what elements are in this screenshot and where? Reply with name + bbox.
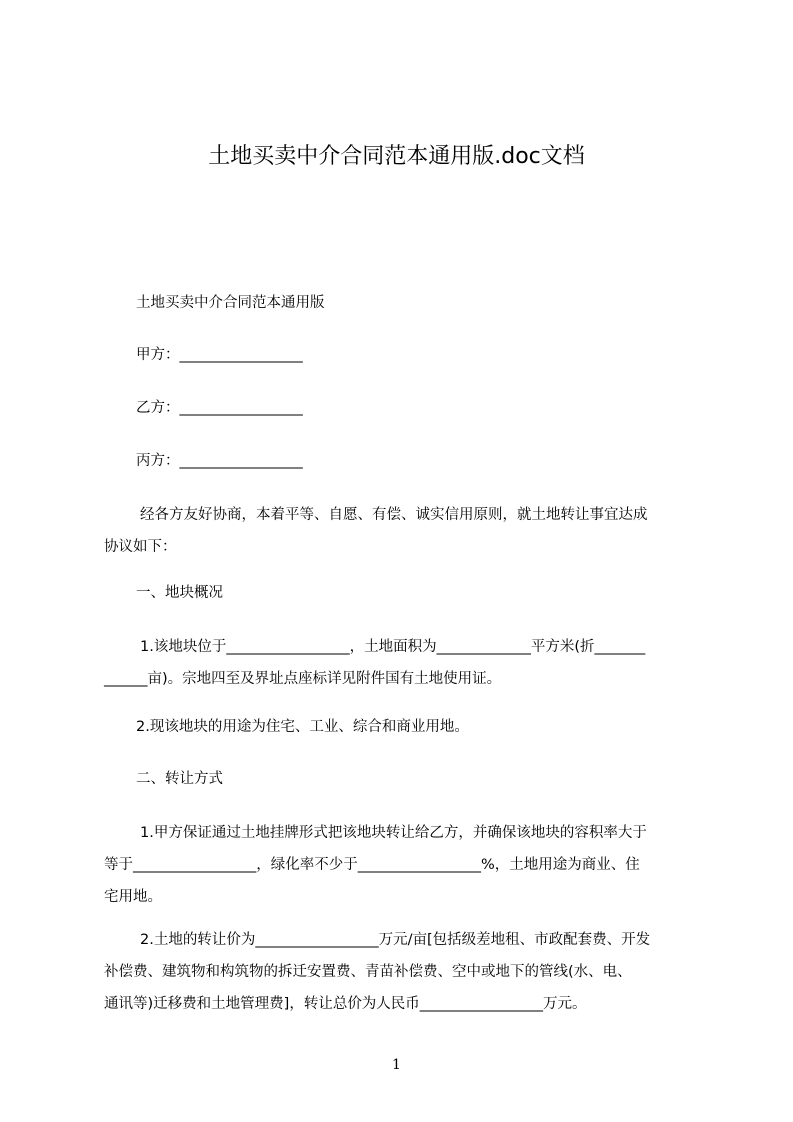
party-b-line: 乙方：_________________ [136, 400, 303, 416]
item-2-1-paragraph [104, 817, 704, 913]
party-a-line: 甲方：_________________ [136, 347, 303, 363]
intro-paragraph [104, 499, 704, 563]
page-number: 1 [392, 1057, 401, 1073]
section-2-heading: 二、转让方式 [136, 771, 223, 787]
item-2-1-line-2: 等于_________________，绿化率不少于_________________%，土地用途为商业、住 [104, 857, 640, 873]
party-c-line: 丙方：_________________ [136, 453, 303, 469]
item-2-1-line-1: 1.甲方保证通过土地挂牌形式把该地块转让给乙方，并确保该地块的容积率大于 [140, 825, 647, 841]
item-1-1-line-1: 1.该地块位于_________________，土地面积为_____________平方米(折_______ [140, 639, 646, 655]
item-2-1-line-3: 宅用地。 [104, 889, 162, 905]
item-2-2-paragraph [104, 924, 704, 1020]
item-2-2-line-3: 通讯等)迁移费和土地管理费]，转让总价为人民币_________________万元。 [104, 996, 587, 1012]
intro-line-2: 协议如下： [104, 539, 177, 555]
document-title: 土地买卖中介合同范本通用版.doc文档 [208, 144, 585, 169]
item-2-2-line-2: 补偿费、建筑物和构筑物的拆迁安置费、青苗补偿费、空中或地下的管线(水、电、 [104, 964, 632, 980]
item-1-1-line-2: ______亩)。宗地四至及界址点座标详见附件国有土地使用证。 [104, 671, 502, 687]
item-1-2-paragraph: 2.现该地块的用途为住宅、工业、综合和商业用地。 [136, 719, 469, 735]
section-1-heading: 一、地块概况 [136, 585, 223, 601]
item-1-1-paragraph [104, 631, 704, 695]
contract-subtitle: 土地买卖中介合同范本通用版 [136, 295, 325, 311]
intro-line-1: 经各方友好协商，本着平等、自愿、有偿、诚实信用原则，就土地转让事宜达成 [140, 507, 648, 523]
item-2-2-line-1: 2.土地的转让价为_________________万元/亩[包括级差地租、市政配套费、开发 [140, 932, 651, 948]
